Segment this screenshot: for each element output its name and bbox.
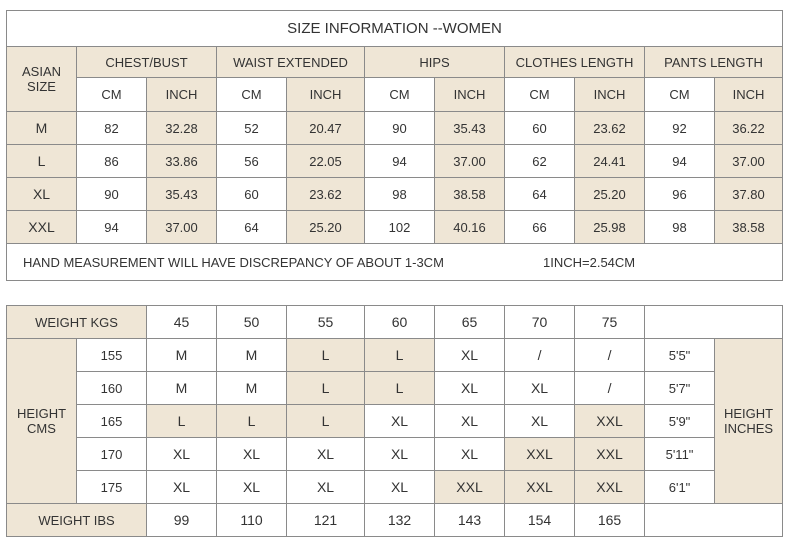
weight-ib-cell: 165 bbox=[575, 504, 645, 537]
recommended-size-cell: XL bbox=[365, 438, 435, 471]
unit-cm: CM bbox=[645, 78, 715, 112]
height-row bbox=[7, 405, 783, 438]
weight-ib-cell: 110 bbox=[217, 504, 287, 537]
recommended-size-cell: L bbox=[217, 405, 287, 438]
recommended-size-cell: XL bbox=[287, 438, 365, 471]
size-row bbox=[7, 145, 783, 178]
weight-kg-cell: 60 bbox=[365, 306, 435, 339]
inch-value-cell: 35.43 bbox=[147, 178, 217, 211]
weight-ibs-label: WEIGHT IBS bbox=[7, 504, 147, 537]
recommended-size-cell: XL bbox=[147, 438, 217, 471]
size-info-table bbox=[6, 10, 783, 281]
weight-kg-cell: 65 bbox=[435, 306, 505, 339]
cm-value-cell: 94 bbox=[77, 211, 147, 244]
recommended-size-cell: XL bbox=[217, 471, 287, 504]
inch-value-cell: 37.00 bbox=[147, 211, 217, 244]
recommended-size-cell: L bbox=[365, 339, 435, 372]
cm-value-cell: 90 bbox=[77, 178, 147, 211]
height-cm-cell: 160 bbox=[77, 372, 147, 405]
recommended-size-cell: XL bbox=[505, 405, 575, 438]
note-row bbox=[7, 244, 783, 281]
weight-ib-cell: 154 bbox=[505, 504, 575, 537]
waist-extended-header: WAIST EXTENDED bbox=[217, 47, 365, 78]
recommended-size-cell: XXL bbox=[575, 438, 645, 471]
recommended-size-cell: XL bbox=[435, 339, 505, 372]
weight-kg-cell: 55 bbox=[287, 306, 365, 339]
cm-value-cell: 60 bbox=[217, 178, 287, 211]
inch-value-cell: 32.28 bbox=[147, 112, 217, 145]
inch-value-cell: 37.00 bbox=[435, 145, 505, 178]
weight-kg-cell: 50 bbox=[217, 306, 287, 339]
inch-value-cell: 38.58 bbox=[435, 178, 505, 211]
cm-value-cell: 64 bbox=[217, 211, 287, 244]
recommended-size-cell: XL bbox=[435, 438, 505, 471]
weight-kg-cell: 75 bbox=[575, 306, 645, 339]
weight-height-table bbox=[6, 305, 783, 537]
inch-value-cell: 37.80 bbox=[715, 178, 783, 211]
cm-value-cell: 98 bbox=[365, 178, 435, 211]
recommended-size-cell: XXL bbox=[505, 471, 575, 504]
cm-value-cell: 56 bbox=[217, 145, 287, 178]
cm-value-cell: 82 bbox=[77, 112, 147, 145]
size-row bbox=[7, 178, 783, 211]
inch-value-cell: 25.20 bbox=[287, 211, 365, 244]
unit-inch: INCH bbox=[435, 78, 505, 112]
height-inch-cell: 5'9" bbox=[645, 405, 715, 438]
recommended-size-cell: XL bbox=[217, 438, 287, 471]
height-inches-label: HEIGHT INCHES bbox=[715, 339, 783, 504]
size-label-cell: XL bbox=[7, 178, 77, 211]
unit-cm: CM bbox=[217, 78, 287, 112]
recommended-size-cell: XL bbox=[365, 405, 435, 438]
recommended-size-cell: XL bbox=[365, 471, 435, 504]
height-row bbox=[7, 339, 783, 372]
asian-size-header: ASIAN SIZE bbox=[7, 47, 77, 112]
pants-length-header: PANTS LENGTH bbox=[645, 47, 783, 78]
height-cm-cell: 165 bbox=[77, 405, 147, 438]
inch-value-cell: 22.05 bbox=[287, 145, 365, 178]
unit-cm: CM bbox=[505, 78, 575, 112]
height-cm-cell: 155 bbox=[77, 339, 147, 372]
cm-value-cell: 62 bbox=[505, 145, 575, 178]
conversion-note: 1INCH=2.54CM bbox=[543, 254, 636, 270]
recommended-size-cell: L bbox=[287, 405, 365, 438]
weight-ib-cell: 121 bbox=[287, 504, 365, 537]
recommended-size-cell: / bbox=[505, 339, 575, 372]
inch-value-cell: 33.86 bbox=[147, 145, 217, 178]
inch-value-cell: 25.20 bbox=[575, 178, 645, 211]
recommended-size-cell: / bbox=[575, 372, 645, 405]
size-label-cell: M bbox=[7, 112, 77, 145]
inch-value-cell: 38.58 bbox=[715, 211, 783, 244]
recommended-size-cell: XL bbox=[147, 471, 217, 504]
height-inch-cell: 5'11" bbox=[645, 438, 715, 471]
cm-value-cell: 102 bbox=[365, 211, 435, 244]
height-row bbox=[7, 471, 783, 504]
unit-inch: INCH bbox=[287, 78, 365, 112]
size-label-cell: L bbox=[7, 145, 77, 178]
recommended-size-cell: XL bbox=[505, 372, 575, 405]
inch-value-cell: 20.47 bbox=[287, 112, 365, 145]
cm-value-cell: 60 bbox=[505, 112, 575, 145]
inch-value-cell: 23.62 bbox=[575, 112, 645, 145]
unit-inch: INCH bbox=[715, 78, 783, 112]
empty-cell bbox=[645, 306, 783, 339]
recommended-size-cell: XL bbox=[435, 372, 505, 405]
unit-inch: INCH bbox=[147, 78, 217, 112]
cm-value-cell: 94 bbox=[365, 145, 435, 178]
recommended-size-cell: / bbox=[575, 339, 645, 372]
size-row bbox=[7, 112, 783, 145]
inch-value-cell: 25.98 bbox=[575, 211, 645, 244]
recommended-size-cell: M bbox=[147, 372, 217, 405]
weight-kg-cell: 45 bbox=[147, 306, 217, 339]
height-inch-cell: 5'5" bbox=[645, 339, 715, 372]
hips-header: HIPS bbox=[365, 47, 505, 78]
height-row bbox=[7, 372, 783, 405]
size-row bbox=[7, 211, 783, 244]
size-label-cell: XXL bbox=[7, 211, 77, 244]
empty-cell bbox=[645, 504, 783, 537]
cm-value-cell: 92 bbox=[645, 112, 715, 145]
height-cms-label: HEIGHT CMS bbox=[7, 339, 77, 504]
inch-value-cell: 23.62 bbox=[287, 178, 365, 211]
recommended-size-cell: XL bbox=[287, 471, 365, 504]
recommended-size-cell: L bbox=[147, 405, 217, 438]
inch-value-cell: 24.41 bbox=[575, 145, 645, 178]
weight-kgs-label: WEIGHT KGS bbox=[7, 306, 147, 339]
recommended-size-cell: XXL bbox=[435, 471, 505, 504]
size-rows bbox=[7, 112, 783, 244]
cm-value-cell: 52 bbox=[217, 112, 287, 145]
cm-value-cell: 90 bbox=[365, 112, 435, 145]
height-inch-cell: 5'7" bbox=[645, 372, 715, 405]
measurement-note: HAND MEASUREMENT WILL HAVE DISCREPANCY OF ABOUT 1-3CM bbox=[23, 254, 444, 270]
recommended-size-cell: XXL bbox=[575, 471, 645, 504]
height-cm-cell: 170 bbox=[77, 438, 147, 471]
unit-cm: CM bbox=[77, 78, 147, 112]
recommended-size-cell: L bbox=[365, 372, 435, 405]
cm-value-cell: 86 bbox=[77, 145, 147, 178]
unit-inch: INCH bbox=[575, 78, 645, 112]
unit-cm: CM bbox=[365, 78, 435, 112]
table-title: SIZE INFORMATION --WOMEN bbox=[7, 11, 783, 47]
recommended-size-cell: XXL bbox=[575, 405, 645, 438]
recommended-size-cell: M bbox=[217, 372, 287, 405]
recommended-size-cell: M bbox=[217, 339, 287, 372]
recommended-size-cell: M bbox=[147, 339, 217, 372]
weight-ib-cell: 143 bbox=[435, 504, 505, 537]
height-rows bbox=[7, 339, 783, 504]
weight-ib-cell: 99 bbox=[147, 504, 217, 537]
height-inch-cell: 6'1" bbox=[645, 471, 715, 504]
inch-value-cell: 36.22 bbox=[715, 112, 783, 145]
inch-value-cell: 40.16 bbox=[435, 211, 505, 244]
cm-value-cell: 66 bbox=[505, 211, 575, 244]
clothes-length-header: CLOTHES LENGTH bbox=[505, 47, 645, 78]
cm-value-cell: 94 bbox=[645, 145, 715, 178]
cm-value-cell: 96 bbox=[645, 178, 715, 211]
recommended-size-cell: L bbox=[287, 339, 365, 372]
inch-value-cell: 37.00 bbox=[715, 145, 783, 178]
recommended-size-cell: XL bbox=[435, 405, 505, 438]
inch-value-cell: 35.43 bbox=[435, 112, 505, 145]
weight-ib-cell: 132 bbox=[365, 504, 435, 537]
height-row bbox=[7, 438, 783, 471]
recommended-size-cell: L bbox=[287, 372, 365, 405]
chest-bust-header: CHEST/BUST bbox=[77, 47, 217, 78]
recommended-size-cell: XXL bbox=[505, 438, 575, 471]
weight-kg-cell: 70 bbox=[505, 306, 575, 339]
cm-value-cell: 64 bbox=[505, 178, 575, 211]
cm-value-cell: 98 bbox=[645, 211, 715, 244]
height-cm-cell: 175 bbox=[77, 471, 147, 504]
